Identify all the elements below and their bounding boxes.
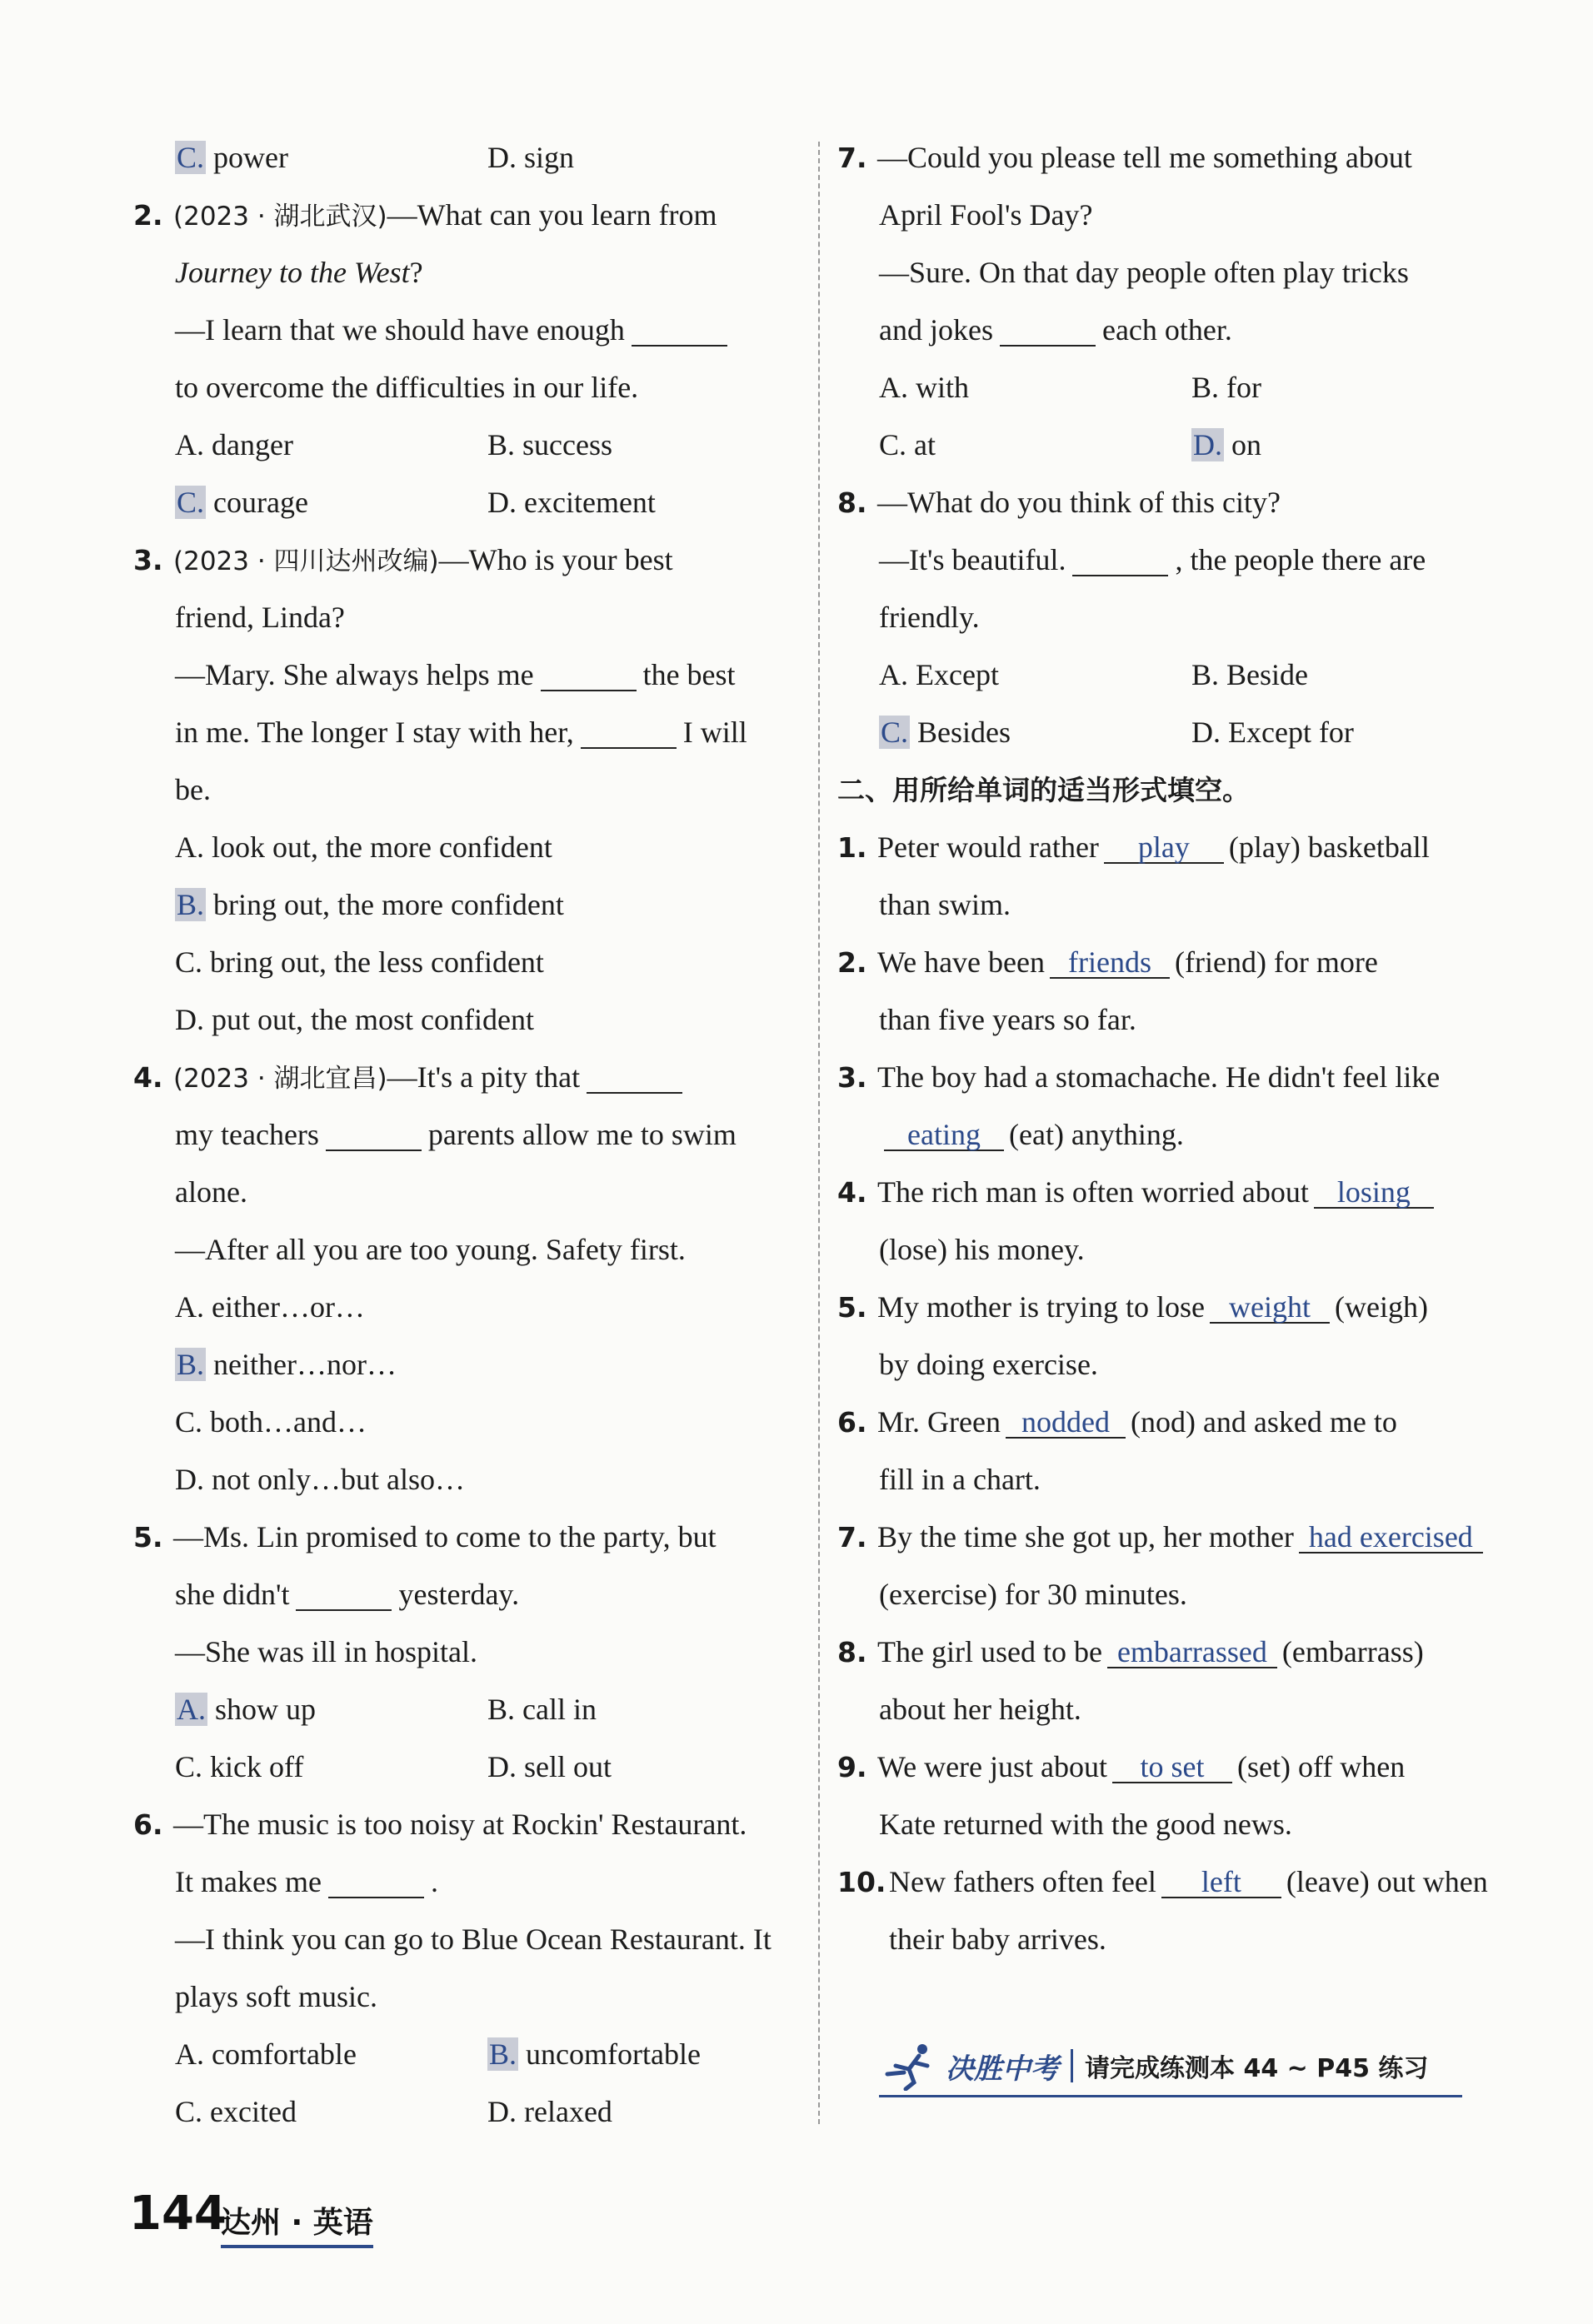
blank bbox=[632, 320, 727, 347]
q7-line4: and jokes each other. bbox=[879, 313, 1232, 347]
answer-blank: nodded bbox=[1006, 1407, 1126, 1439]
q1-options-cd bbox=[133, 129, 800, 187]
q6-options-cd: C. excited D. relaxed bbox=[175, 2095, 612, 2128]
fill-item-3: 3. The boy had a stomachache. He didn't feel like bbox=[837, 1060, 1441, 1094]
q8-line2: —It's beautiful. , the people there are bbox=[879, 543, 1426, 576]
q5-options-ab: A. show up B. call in bbox=[177, 1693, 597, 1726]
q3-option-b: B. bring out, the more confident bbox=[177, 888, 564, 921]
q4-source: (2023 · 湖北宜昌) bbox=[173, 1064, 387, 1094]
q5-options-cd: C. kick off D. sell out bbox=[175, 1750, 612, 1783]
answer-highlight: C. bbox=[881, 716, 909, 749]
answer-blank: losing bbox=[1314, 1177, 1434, 1209]
q2-options-cd: C. courage D. excitement bbox=[177, 486, 656, 519]
answer-blank: had exercised bbox=[1299, 1522, 1483, 1553]
runner-icon bbox=[879, 2041, 946, 2091]
q4-option-b: B. neither…nor… bbox=[177, 1348, 397, 1381]
q4-option-a: A. either…or… bbox=[175, 1290, 365, 1324]
q3-option-a: A. look out, the more confident bbox=[175, 830, 552, 864]
answer-blank: left bbox=[1161, 1867, 1281, 1898]
q7-options-ab: A. with B. for bbox=[879, 371, 1261, 404]
q2-stem: 2. (2023 · 湖北武汉)—What can you learn from bbox=[133, 198, 717, 232]
q7-stem: 7. —Could you please tell me something about bbox=[837, 141, 1412, 174]
answer-highlight: B. bbox=[177, 888, 205, 921]
practice-banner bbox=[879, 2037, 1462, 2097]
answer-blank: friends bbox=[1050, 947, 1170, 979]
section-2-title: 二、用所给单词的适当形式填空。 bbox=[837, 774, 1250, 806]
fill-item-5: 5. My mother is trying to lose weight (weigh) bbox=[837, 1290, 1428, 1324]
q1-option-c: C. power bbox=[177, 141, 288, 174]
q8-stem: 8. —What do you think of this city? bbox=[837, 486, 1281, 519]
answer-blank: weight bbox=[1210, 1292, 1330, 1324]
q5-line2: she didn't yesterday. bbox=[175, 1578, 520, 1611]
left-column: C. power D. sign 2. (2023 · 湖北武汉)—What can you learn from Journey to the West? —I learn that we should have enough to overcome the difficulties in our life. A. danger B. success C. courage D. excitement 3. (2023 · 四川达州改编)—Who is your best friend, Linda? —Mary. She always helps me the best in me. The longer I stay with her, I will be. A. look out, the more confident B. bring out, the more confident C. bring out, the less confident D. put out, the most confident 4. (2023 · 湖北宜昌)—It's a pity that my teachers parents allow me to swim alone. —After all you are too young. Safety first. A. either…or… B. neither…nor… C. both…and… D. not only…but also… 5. —Ms. Lin promised to come to the party, but she didn't yesterday. —She was ill in hospital. A. show up B. call in C. kick off D. sell out 6. —The music is too noisy at Rockin' Restaurant. It makes me . —I think you can go to Blue Ocean Restaurant. It plays soft music. A. comfortable B. uncomfortable C. excited D. relaxed bbox=[133, 129, 800, 2141]
fill-item-6: 6. Mr. Green nodded (nod) and asked me to bbox=[837, 1405, 1397, 1439]
q6-line2: It makes me . bbox=[175, 1865, 438, 1898]
q4-option-d: D. not only…but also… bbox=[175, 1463, 465, 1496]
q3-source: (2023 · 四川达州改编) bbox=[173, 546, 439, 576]
blank bbox=[326, 1125, 422, 1151]
blank bbox=[296, 1584, 392, 1611]
q7-options-cd: C. at D. on bbox=[879, 428, 1261, 461]
q6-stem: 6. —The music is too noisy at Rockin' Restaurant. bbox=[133, 1808, 747, 1841]
answer-highlight: C. bbox=[177, 486, 205, 519]
fill-item-1: 1. Peter would rather play (play) basketball bbox=[837, 830, 1430, 864]
q3-stem: 3. (2023 · 四川达州改编)—Who is your best bbox=[133, 543, 673, 576]
book-title: Journey to the West bbox=[175, 256, 410, 289]
q4-line2: my teachers parents allow me to swim bbox=[175, 1118, 737, 1151]
q4-stem: 4. (2023 · 湖北宜昌)—It's a pity that bbox=[133, 1049, 800, 1106]
q2-line4: to overcome the difficulties in our life. bbox=[175, 371, 639, 404]
q3-line3: —Mary. She always helps me the best bbox=[175, 658, 736, 691]
banner-instruction: 请完成练测本 44 ~ P45 练习 bbox=[1085, 2054, 1429, 2083]
blank bbox=[581, 722, 677, 749]
column-divider bbox=[818, 142, 820, 2124]
page-label: 达州 · 英语 bbox=[221, 2199, 373, 2248]
fill-item-4: 4. The rich man is often worried about losing bbox=[837, 1164, 1504, 1221]
q1-option-d: D. sign bbox=[487, 141, 575, 174]
q6-options-ab: A. comfortable B. uncomfortable bbox=[175, 2037, 701, 2071]
fill-item-8: 8. The girl used to be embarrassed (embarrass) bbox=[837, 1635, 1424, 1668]
blank bbox=[328, 1872, 424, 1898]
page-number: 144 bbox=[129, 2187, 227, 2241]
q5-stem: 5. —Ms. Lin promised to come to the party, but bbox=[133, 1520, 717, 1553]
fill-item-10: 10.New fathers often feel left (leave) out when bbox=[837, 1865, 1488, 1898]
q3-line4: in me. The longer I stay with her, I will bbox=[175, 716, 747, 749]
q8-options-ab: A. Except B. Beside bbox=[879, 658, 1308, 691]
brand-label: 决胜中考 bbox=[946, 2052, 1059, 2086]
blank bbox=[541, 665, 637, 691]
blank bbox=[1072, 550, 1168, 576]
answer-blank: eating bbox=[884, 1120, 1004, 1151]
answer-blank: play bbox=[1104, 832, 1224, 864]
answer-blank: to set bbox=[1112, 1752, 1232, 1783]
q3-option-d: D. put out, the most confident bbox=[175, 1003, 534, 1036]
answer-blank: embarrassed bbox=[1107, 1637, 1277, 1668]
q2-source: (2023 · 湖北武汉) bbox=[173, 202, 387, 232]
answer-highlight: B. bbox=[177, 1348, 205, 1381]
answer-highlight: B. bbox=[489, 2037, 517, 2071]
q3-option-c: C. bring out, the less confident bbox=[175, 945, 544, 979]
fill-item-2: 2. We have been friends (friend) for more bbox=[837, 945, 1378, 979]
q2-book-line: Journey to the West? bbox=[175, 256, 423, 289]
blank bbox=[587, 1067, 682, 1094]
q2-options-ab: A. danger B. success bbox=[175, 428, 612, 461]
answer-highlight: A. bbox=[177, 1693, 206, 1726]
blank bbox=[1000, 320, 1096, 347]
q2-line3: —I learn that we should have enough bbox=[133, 302, 800, 359]
right-column: 7. —Could you please tell me something about April Fool's Day? —Sure. On that day people often play tricks and jokes each other. A. with B. for C. at D. on 8. —What do you think of this city? —It's beautiful. , the people there are friendly. A. Except B. Beside C. Besides D. Except for 二、用所给单词的适当形式填空。 1. Peter would rather play (play) basketball than swim. 2. We have been friends (friend) for more than five years so far. 3. The boy had a stomachache. He didn't feel like eating (eat) anything. 4. The rich man is often worried about losing (lose) his money. 5. My mother is trying to lose weight (weigh) by doing exercise. 6. Mr. Green nodded (nod) and asked me to fill in a chart. 7. By the time she got up, her mother had exercised (exercise) for 30 minutes. 8. The girl used to be embarrassed (embarrass) about her height. 9. We were just about to set (set) off when Kate returned with the good news. 10.New fathers often feel left (leave) out when their baby arrives. bbox=[837, 129, 1504, 1968]
q8-options-cd: C. Besides D. Except for bbox=[881, 716, 1354, 749]
banner-separator bbox=[1071, 2049, 1073, 2082]
fill-item-9: 9. We were just about to set (set) off when bbox=[837, 1750, 1406, 1783]
q4-option-c: C. both…and… bbox=[175, 1405, 367, 1439]
answer-highlight: D. bbox=[1193, 428, 1222, 461]
fill-item-7: 7. By the time she got up, her mother had exercised bbox=[837, 1509, 1504, 1566]
answer-highlight: C. bbox=[177, 141, 205, 174]
